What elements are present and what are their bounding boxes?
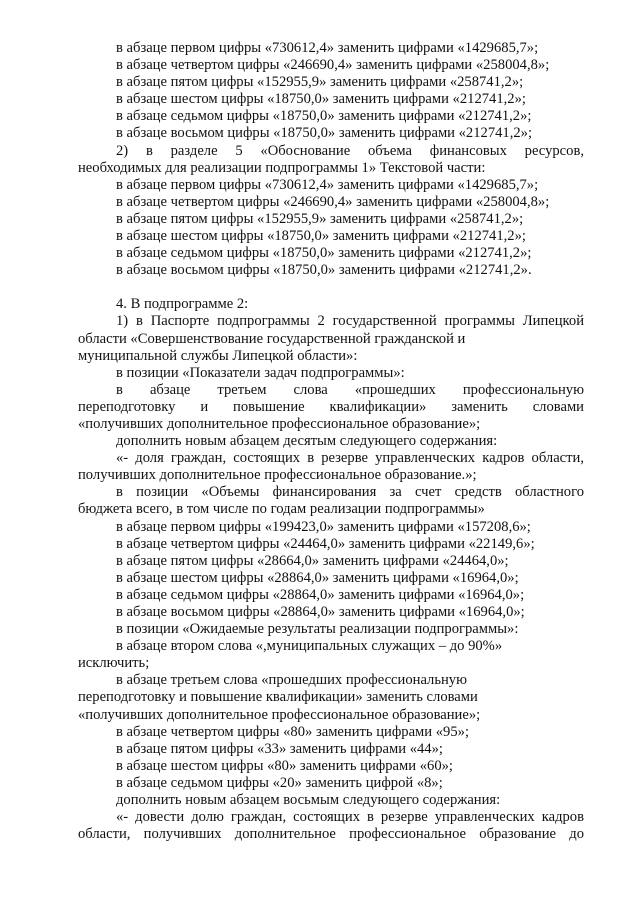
text-line: 2) в разделе 5 «Обоснование объема финансовых ресурсов, bbox=[116, 142, 584, 159]
text-line: в абзаце шестом цифры «28864,0» заменить цифрами «16964,0»; bbox=[116, 569, 519, 586]
text-line: в абзаце первом цифры «199423,0» заменить цифрами «157208,6»; bbox=[116, 518, 531, 535]
text-line: дополнить новым абзацем десятым следующего содержания: bbox=[116, 433, 498, 450]
text-line: в абзаце седьмом цифры «20» заменить цифрой «8»; bbox=[116, 774, 443, 791]
text-line: в абзаце шестом цифры «18750,0» заменить цифрами «212741,2»; bbox=[116, 228, 526, 245]
text-line: в абзаце восьмом цифры «18750,0» заменить цифрами «212741,2». bbox=[116, 262, 532, 279]
text-line: в абзаце третьем слова «прошедших профессиональную bbox=[116, 381, 584, 398]
text-line: в абзаце пятом цифры «152955,9» заменить цифрами «258741,2»; bbox=[116, 210, 524, 227]
text-line: в позиции «Показатели задач подпрограммы»: bbox=[116, 364, 405, 381]
document-page bbox=[78, 40, 584, 843]
text-line: в абзаце восьмом цифры «18750,0» заменить цифрами «212741,2»; bbox=[116, 125, 533, 142]
text-line: необходимых для реализации подпрограммы 1» Текстовой части: bbox=[78, 159, 486, 176]
text-line: в абзаце первом цифры «730612,4» заменить цифрами «1429685,7»; bbox=[116, 176, 539, 193]
text-line: в абзаце восьмом цифры «28864,0» заменить цифрами «16964,0»; bbox=[116, 604, 525, 620]
text-line: в абзаце третьем слова «прошедших профессиональную bbox=[116, 672, 467, 689]
text-line: в абзаце седьмом цифры «28864,0» заменить цифрами «16964,0»; bbox=[116, 586, 525, 603]
text-line: получивших дополнительное профессиональное образование.»; bbox=[78, 467, 477, 484]
text-line: муниципальной службы Липецкой области»: bbox=[78, 347, 358, 364]
text-line: в абзаце четвертом цифры «24464,0» заменить цифрами «22149,6»; bbox=[116, 535, 535, 552]
text-line: в абзаце первом цифры «730612,4» заменить цифрами «1429685,7»; bbox=[116, 40, 539, 56]
text-line: исключить; bbox=[78, 655, 150, 672]
text-line: в абзаце шестом цифры «18750,0» заменить цифрами «212741,2»; bbox=[116, 91, 526, 108]
text-line: «- довести долю граждан, состоящих в резерве управленческих кадров bbox=[116, 809, 584, 826]
text-line: 1) в Паспорте подпрограммы 2 государственной программы Липецкой bbox=[116, 313, 584, 330]
text-line: дополнить новым абзацем восьмым следующего содержания: bbox=[116, 792, 501, 809]
text-line: «получивших дополнительное профессиональное образование»; bbox=[78, 415, 481, 432]
text-line: в абзаце пятом цифры «28664,0» заменить цифрами «24464,0»; bbox=[116, 552, 509, 569]
text-line: бюджета всего, в том числе по годам реализации подпрограммы» bbox=[78, 501, 485, 518]
text-line: в абзаце пятом цифры «33» заменить цифрами «44»; bbox=[116, 740, 443, 757]
text-line: в позиции «Объемы финансирования за счет средств областного bbox=[116, 484, 584, 501]
text-line: в абзаце втором слова «,муниципальных служащих – до 90%» bbox=[116, 638, 503, 655]
text-line: в абзаце четвертом цифры «80» заменить цифрами «95»; bbox=[116, 723, 469, 740]
text-line: в позиции «Ожидаемые результаты реализации подпрограммы»: bbox=[116, 621, 519, 638]
text-line: «- доля граждан, состоящих в резерве управленческих кадров области, bbox=[116, 450, 584, 467]
text-line: в абзаце пятом цифры «152955,9» заменить цифрами «258741,2»; bbox=[116, 74, 524, 91]
text-line: переподготовку и повышение квалификации» заменить словами bbox=[78, 398, 584, 415]
text-line: области «Совершенствование государственной гражданской и bbox=[78, 330, 466, 347]
text-line: в абзаце седьмом цифры «18750,0» заменить цифрами «212741,2»; bbox=[116, 245, 532, 262]
text-line: «получивших дополнительное профессиональное образование»; bbox=[78, 706, 481, 723]
text-line: в абзаце шестом цифры «80» заменить цифрами «60»; bbox=[116, 757, 453, 774]
text-line: области, получивших дополнительное профессиональное образование до bbox=[78, 826, 584, 843]
text-line: переподготовку и повышение квалификации» заменить словами bbox=[78, 689, 478, 706]
blank-line bbox=[78, 279, 584, 296]
text-line: в абзаце четвертом цифры «246690,4» заменить цифрами «258004,8»; bbox=[116, 57, 550, 74]
text-line: в абзаце четвертом цифры «246690,4» заменить цифрами «258004,8»; bbox=[116, 193, 550, 210]
text-line: в абзаце седьмом цифры «18750,0» заменить цифрами «212741,2»; bbox=[116, 108, 532, 125]
section-heading: 4. В подпрограмме 2: bbox=[116, 296, 249, 313]
